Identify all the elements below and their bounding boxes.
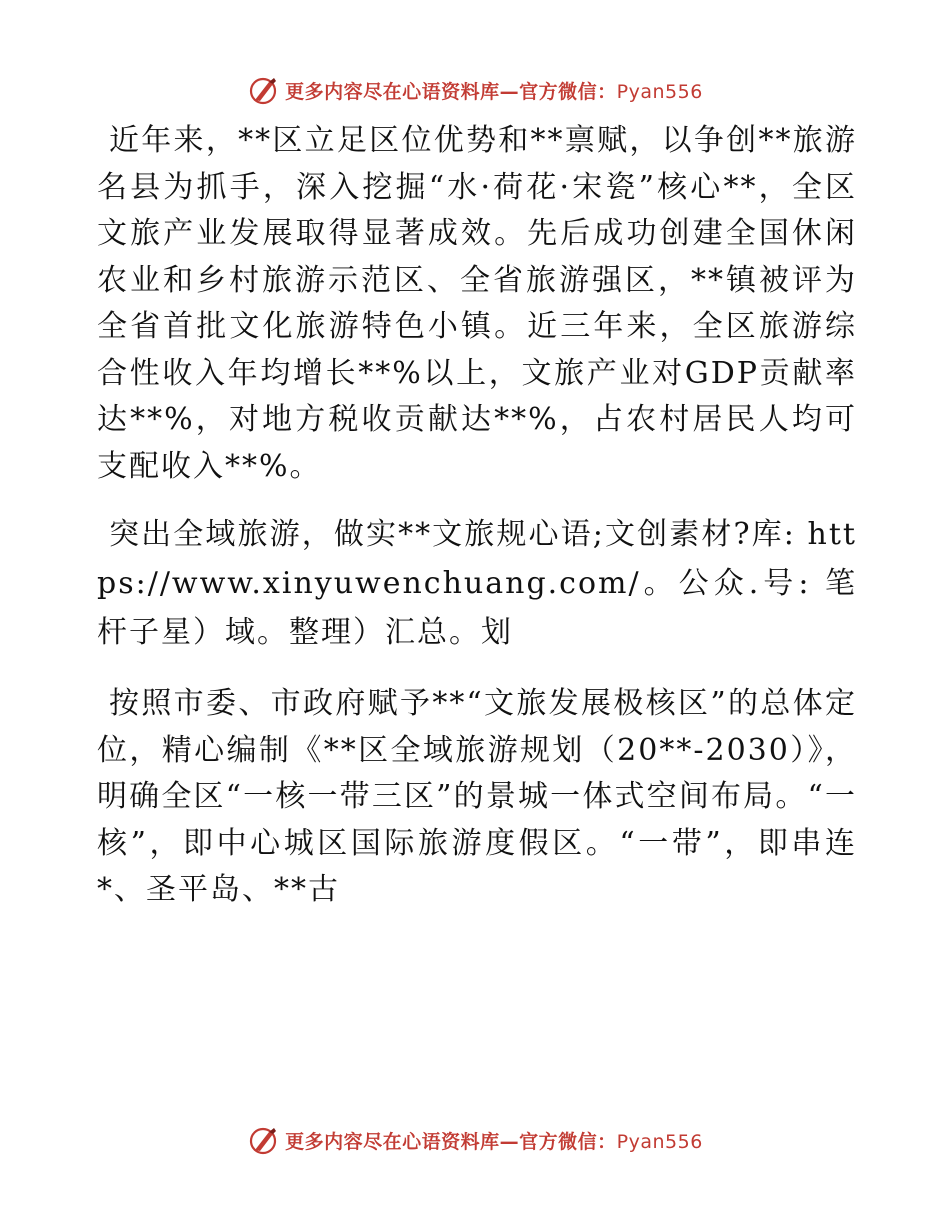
header-wechat-id: Pyan556 bbox=[616, 80, 703, 103]
paragraph-2: 突出全域旅游，做实**文旅规心语;文创素材?库: https://www.xinyuwenchuang.com/。公众.号: 笔杆子星）域。整理）汇总。划 bbox=[97, 517, 857, 650]
footer-wechat-id: Pyan556 bbox=[616, 1130, 703, 1153]
footer-banner-text: 更多内容尽在心语资料库—官方微信：Pyan556 bbox=[285, 1130, 703, 1153]
paragraph-3: 按照市委、市政府赋予**“文旅发展极核区”的总体定位，精心编制《**区全域旅游规划（20**-2030）》，明确全区“一核一带三区”的景城一体式空间布局。“一核”，即中心城区国际旅游度假区。“一带”，即串连*、圣平岛、**古 bbox=[97, 686, 857, 907]
footer-watermark-banner bbox=[0, 1120, 950, 1160]
header-watermark-banner bbox=[0, 70, 950, 110]
pen-nib-logo-icon bbox=[247, 1124, 279, 1156]
pen-nib-logo-icon bbox=[247, 74, 279, 106]
paragraph-1: 近年来，**区立足区位优势和**禀赋，以争创**旅游名县为抓手，深入挖掘“水·荷花·宋瓷”核心**，全区文旅产业发展取得显著成效。先后成功创建全国休闲农业和乡村旅游示范区、全省旅游强区，**镇被评为全省首批文化旅游特色小镇。近三年来，全区旅游综合性收入年均增长**%以上，文旅产业对GDP贡献率达**%，对地方税收贡献达**%，占农村居民人均可支配收入**%。 bbox=[97, 123, 857, 484]
header-banner-text: 更多内容尽在心语资料库—官方微信：Pyan556 bbox=[285, 80, 703, 103]
document-body bbox=[97, 118, 857, 934]
